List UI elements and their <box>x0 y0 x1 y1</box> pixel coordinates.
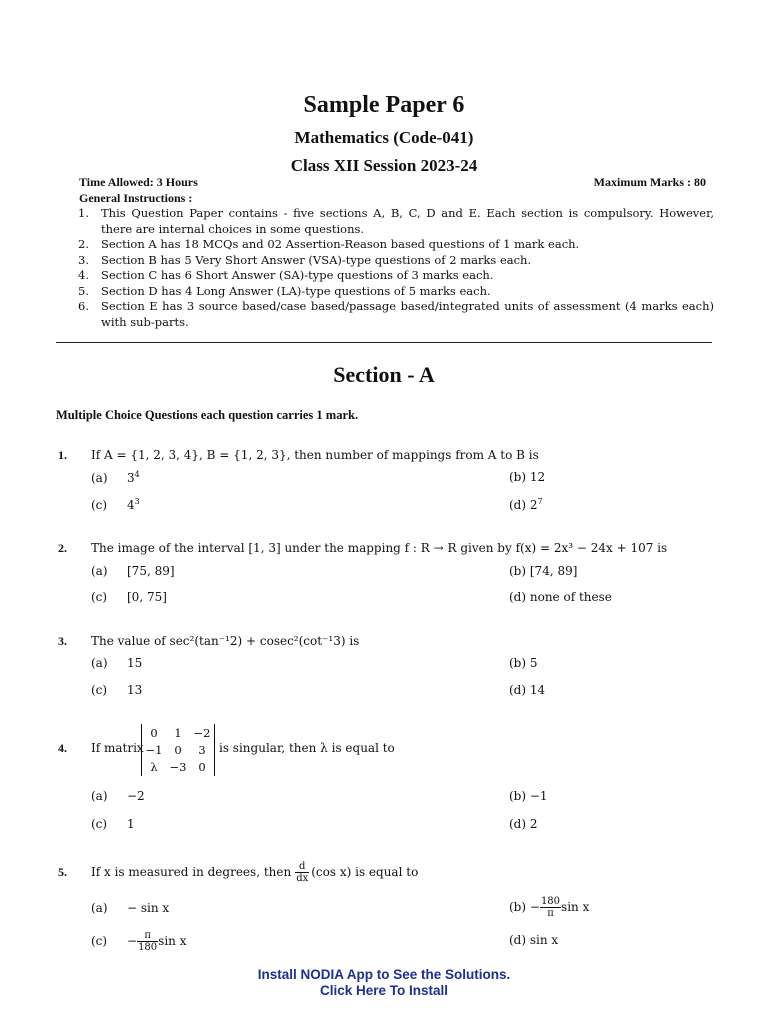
instruction-number: 5. <box>78 283 89 298</box>
option-label: (a) <box>91 471 108 485</box>
click-to-install-link[interactable]: Click Here To Install <box>319 983 449 998</box>
option-label: (b) <box>509 470 527 484</box>
option-a <box>91 470 140 485</box>
option-d <box>509 590 612 604</box>
instruction-item <box>78 253 714 269</box>
option-d <box>509 497 543 512</box>
question-text: The image of the interval [1, 3] under the mapping f : R → R given by f(x) = 2x³ − 24x + 107 is <box>91 541 668 555</box>
option-c <box>91 817 135 831</box>
option-label: (d) <box>509 817 527 831</box>
option-d <box>509 933 558 947</box>
instruction-item <box>78 299 714 330</box>
option-base: 2 <box>529 498 538 512</box>
option-c <box>91 497 140 512</box>
option-label: (b) <box>509 656 527 670</box>
question-text-before: If x is measured in degrees, then <box>91 865 292 879</box>
option-text: none of these <box>529 590 612 604</box>
option-a <box>91 901 169 915</box>
option-c <box>91 927 186 955</box>
option-base: 3 <box>127 471 135 485</box>
instruction-item <box>78 206 714 237</box>
instruction-text: Section C has 6 Short Answer (SA)-type questions of 3 marks each. <box>101 268 494 282</box>
general-instructions-heading: General Instructions : <box>79 191 193 205</box>
option-text: 12 <box>529 470 546 484</box>
instruction-number: 4. <box>78 268 89 282</box>
question-number: 2. <box>58 541 67 555</box>
matrix-cell: 3 <box>198 742 206 757</box>
instruction-number: 1. <box>78 206 89 220</box>
fraction-numerator: d <box>295 861 309 873</box>
option-text: 2 <box>529 817 538 831</box>
option-label: (c) <box>91 934 108 948</box>
option-label: (a) <box>91 789 108 803</box>
question-text: The value of sec²(tan⁻¹2) + cosec²(cot⁻¹3) is <box>91 634 360 648</box>
fraction-denominator: dx <box>296 872 309 884</box>
question-text <box>91 857 418 887</box>
instruction-item <box>78 268 714 284</box>
option-label: (c) <box>91 683 108 697</box>
option-text: −1 <box>529 789 548 803</box>
option-text: 14 <box>529 683 546 697</box>
option-label: (d) <box>509 933 527 947</box>
option-fraction <box>137 930 158 953</box>
option-label: (b) <box>509 564 527 578</box>
instruction-number: 3. <box>78 252 89 267</box>
matrix-cell: 1 <box>174 725 182 740</box>
instruction-number: 6. <box>78 299 89 313</box>
option-c <box>91 683 142 697</box>
option-d <box>509 683 545 697</box>
option-a <box>91 656 142 670</box>
instruction-text: Section E has 3 source based/case based/passage based/integrated units of assessment (4 marks each) with sub-parts. <box>101 299 714 329</box>
option-text: [0, 75] <box>127 590 167 604</box>
question-number: 1. <box>58 448 67 462</box>
option-text: [75, 89] <box>127 564 175 578</box>
option-exponent: 7 <box>537 497 543 506</box>
option-label: (a) <box>91 564 108 578</box>
option-sign: − <box>127 934 138 948</box>
matrix-cell: 0 <box>150 725 158 740</box>
question-text-after: is singular, then λ is equal to <box>219 741 395 755</box>
option-text: sin x <box>561 900 590 914</box>
option-a <box>91 789 145 803</box>
question-text: If A = {1, 2, 3, 4}, B = {1, 2, 3}, then number of mappings from A to B is <box>91 448 539 462</box>
option-b <box>509 789 548 803</box>
matrix <box>141 724 215 776</box>
option-sign: − <box>529 900 540 914</box>
section-title: Section - A <box>333 362 435 387</box>
matrix-cell: −3 <box>169 759 187 774</box>
option-label: (a) <box>91 901 108 915</box>
option-base: 4 <box>127 498 135 512</box>
paper-title: Sample Paper 6 <box>303 92 465 118</box>
question-number: 3. <box>58 634 67 648</box>
install-app-link[interactable]: Install NODIA App to See the Solutions. <box>257 967 511 982</box>
option-text: 1 <box>127 817 135 831</box>
option-text: 15 <box>127 656 143 670</box>
instruction-text: Section B has 5 Very Short Answer (VSA)-type questions of 2 marks each. <box>101 252 532 267</box>
option-label: (d) <box>509 498 527 512</box>
option-b <box>509 564 577 578</box>
option-b <box>509 893 589 921</box>
option-b <box>509 470 545 484</box>
option-text: 13 <box>127 683 143 697</box>
option-label: (c) <box>91 817 108 831</box>
matrix-cell: 0 <box>174 742 182 757</box>
option-c <box>91 590 167 604</box>
instruction-item <box>78 237 714 253</box>
instruction-item <box>78 284 714 300</box>
option-label: (a) <box>91 656 108 670</box>
fraction-denominator: π <box>547 907 554 919</box>
fraction-numerator: π <box>137 930 158 942</box>
matrix-cell: λ <box>150 759 158 774</box>
option-label: (d) <box>509 590 527 604</box>
instruction-text: Section D has 4 Long Answer (LA)-type questions of 5 marks each. <box>101 283 491 298</box>
option-d <box>509 817 538 831</box>
option-text: sin x <box>529 933 559 947</box>
question-number: 4. <box>58 741 67 755</box>
option-b <box>509 656 538 670</box>
option-label: (d) <box>509 683 527 697</box>
instructions-list <box>78 206 714 330</box>
option-a <box>91 564 175 578</box>
divider <box>56 342 712 343</box>
question-text-after: (cos x) is equal to <box>311 865 419 879</box>
instruction-number: 2. <box>78 237 89 251</box>
matrix-cell: 0 <box>198 759 206 774</box>
option-text: sin x <box>158 934 187 948</box>
option-label: (c) <box>91 498 108 512</box>
option-fraction <box>540 896 561 919</box>
fraction-numerator: 180 <box>540 895 561 907</box>
question-text-before: If matrix <box>91 741 144 755</box>
option-text: −2 <box>127 789 145 803</box>
subject-heading: Mathematics (Code-041) <box>294 128 474 147</box>
instruction-text: This Question Paper contains - five sections A, B, C, D and E. Each section is compulsory. However, there are internal choices in some questions. <box>101 206 714 236</box>
option-label: (b) <box>509 789 527 803</box>
option-text: 5 <box>529 656 538 670</box>
option-text: − sin x <box>127 901 170 915</box>
question-number: 5. <box>58 865 67 879</box>
option-exponent: 4 <box>134 470 140 479</box>
option-text: [74, 89] <box>529 564 578 578</box>
matrix-cell: −1 <box>145 742 163 757</box>
option-label: (b) <box>509 900 527 914</box>
class-session-heading: Class XII Session 2023-24 <box>290 156 478 175</box>
matrix-cell: −2 <box>193 725 211 740</box>
derivative-fraction <box>295 861 309 884</box>
instruction-text: Section A has 18 MCQs and 02 Assertion-Reason based questions of 1 mark each. <box>101 237 580 251</box>
option-label: (c) <box>91 590 108 604</box>
fraction-denominator: 180 <box>138 941 158 953</box>
option-exponent: 3 <box>134 497 140 506</box>
time-allowed: Time Allowed: 3 Hours <box>79 175 198 189</box>
section-subtitle: Multiple Choice Questions each question carries 1 mark. <box>56 408 359 422</box>
max-marks: Maximum Marks : 80 <box>593 175 706 189</box>
